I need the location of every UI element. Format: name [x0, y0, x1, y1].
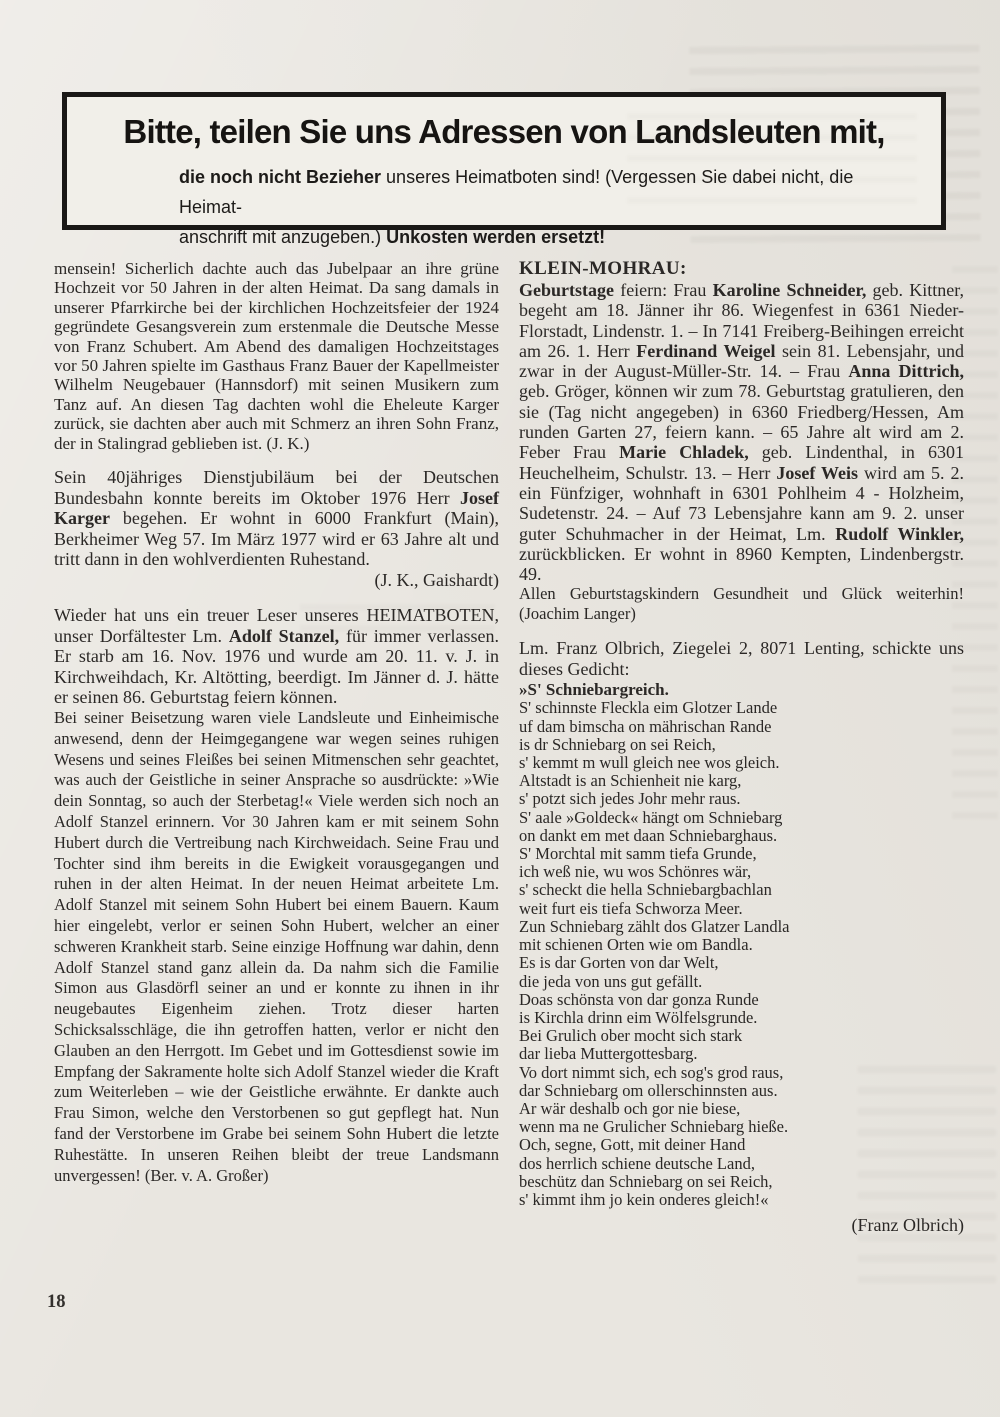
poem-line: is dr Schniebarg on sei Reich, — [519, 734, 716, 754]
poem-line: weit furt eis tiefa Schworza Meer. — [519, 898, 743, 918]
poem-line: dos herrlich schiene deutsche Land, — [519, 1153, 755, 1173]
section-heading-klein-mohrau: KLEIN-MOHRAU: — [519, 258, 687, 279]
banner-subtitle-line2: anschrift mit anzugeben.) Unkosten werden ersetzt! — [179, 227, 606, 247]
obituary-paragraph: Wieder hat uns ein treuer Leser unseres HEIMATBOTEN, unser Dorfältester Lm. Adolf Stanzel, für immer verlassen. Er starb am 16. Nov. 1976 und wurde am 20. 11. v. J. in Kirchweihdach, Kr. Altötting, beerdigt. Im Jänner d. J. hätte er seinen 86. Geburtstag feiern können. — [54, 605, 500, 708]
poem-line: Vo dort nimmt sich, ech sog's grod raus, — [519, 1062, 784, 1082]
page-number: 18 — [47, 1292, 66, 1312]
poem-line: Doas schönsta von dar gonza Runde — [519, 989, 759, 1009]
poem-title: »S' Schniebargreich. — [519, 680, 669, 700]
poem-line: S' schinnste Fleckla eim Glotzer Lande — [519, 698, 778, 718]
jubilee-paragraph: Sein 40jähriges Dienstjubiläum bei der Deutschen Bundesbahn konnte bereits im Oktober 1976 Herr Josef Karger begehen. Er wohnt in 6000 Frankfurt (Main), Berkheimer Weg 57. Im März 1977 wird er 63 Jahre alt und tritt dann in den wohlverdienten Ruhestand. — [54, 467, 499, 570]
poem-line: s' kemmt m wull gleich nee wos gleich. — [519, 753, 780, 773]
banner-subtitle-line1: die noch nicht Bezieher unseres Heimatboten sind! (Vergessen Sie dabei nicht, die Heimat- — [179, 167, 854, 217]
poem-line: s' potzt sich jedes Johr mehr raus. — [519, 789, 741, 809]
right-column — [519, 258, 964, 1236]
poem-line: S' aale »Goldeck« hängt om Schniebarg — [519, 807, 783, 827]
poem-line: s' scheckt die hella Schniebargbachlan — [519, 880, 772, 900]
poem-line: mit schienen Orten wie om Bandla. — [519, 935, 753, 955]
bleed-through-artifact — [627, 107, 917, 212]
poem-line: ich weß nie, wu wos Schönres wär, — [519, 862, 752, 882]
anniversary-paragraph: mensein! Sicherlich dachte auch das Jubelpaar an ihre grüne Hochzeit vor 50 Jahren in der alten Heimat. Da sang damals in unserer Pfarrkirche bei der kirchlichen Hochzeitsfeier der 1924 gegründete Gesangsverein zum erstenmale die Deutsche Messe von Franz Schubert. Am Abend des damaligen Hochzeitstages vor 50 Jahren spielte im Gasthaus Franz Bauer der Kapellmeister Wilhelm Neugebauer (Hannsdorf) mit seinen Musikern zum Tanz auf. An diesen Tag dachten wohl die Eheleute Karger zurück, sie dachten aber auch mit Schmerz an ihren Sohn Franz, der in Stalingrad geblieben ist. (J. K.) — [54, 259, 499, 453]
poem-line: die jeda von uns gut gefällt. — [519, 971, 703, 991]
poem-line: on dankt em met daan Schniebarghaus. — [519, 825, 778, 845]
poem-line: beschütz dan Schniebarg on sei Reich, — [519, 1171, 773, 1191]
banner-title: Bitte, teilen Sie uns Adressen von Landsleuten mit, — [123, 113, 885, 150]
subscription-appeal-banner — [62, 92, 946, 247]
poem-line: dar lieba Muttergottesbarg. — [519, 1044, 698, 1064]
jubilee-signature: (J. K., Gaishardt) — [374, 570, 499, 591]
poem-line: S' Morchtal mit samm tiefa Grunde, — [519, 844, 757, 864]
poem-line: Ar wär deshalb och gor nie biese, — [519, 1098, 741, 1118]
poem — [519, 699, 964, 1209]
poem-line: Bei Grulich ober mocht sich stark — [519, 1026, 743, 1046]
poem-line: dar Schniebarg om ollerschinnsten aus. — [519, 1080, 778, 1100]
birthday-wishes: Allen Geburtstagskindern Gesundheit und Glück weiterhin! (Joachim Langer) — [519, 584, 964, 624]
poem-line: Es is dar Gorten von dar Welt, — [519, 953, 719, 973]
poem-line: Altstadt is an Schienheit nie karg, — [519, 771, 742, 791]
poem-line: Och, segne, Gott, mit deiner Hand — [519, 1135, 746, 1155]
poem-intro: Lm. Franz Olbrich, Ziegelei 2, 8071 Lenting, schickte uns dieses Gedicht: — [519, 638, 964, 680]
poem-line: wenn ma ne Grulicher Schniebarg hieße. — [519, 1117, 789, 1137]
poem-line: s' kimmt ihm jo kein onderes gleich!« — [519, 1189, 769, 1209]
poem-line: is Kirchla drinn eim Wölfelsgrunde. — [519, 1007, 758, 1027]
poem-line: uf dam bimscha on mährischan Rande — [519, 716, 772, 736]
poem-signature: (Franz Olbrich) — [851, 1215, 964, 1236]
obituary-detail-paragraph: Bei seiner Beisetzung waren viele Landsleute und Einheimische anwesend, denn der Heimgegangene war wegen seines ruhigen Wesens und seines Fleißes bei seinen Mitmenschen sehr geachtet, was auch der Geistliche in seiner Ansprache so ausdrückte: »Wie dein Sonntag, so auch der Sterbetag!« Viele werden sich noch an Adolf Stanzel erinnern. Vor 30 Jahren kam er mit seinem Sohn Hubert durch die Vertreibung nach Kirchweidach. Seine Frau und Tochter sind ihm bereits in die Ewigkeit vorausgegangen und ruhen in der alten Heimat. In der neuen Heimat arbeitete Lm. Adolf Stanzel mit seinem Sohn Hubert bei einem Bauern. Kaum hier eingelebt, verlor er seinen Sohn Hubert, welcher an einer schweren Krankheit starb. Seine einzige Hoffnung war dahin, denn Adolf Stanzel stand ganz allein da. Da nahm sich die Familie Simon aus Glasdörfl seiner an und er konnte zu ihnen in ihr neugebautes Eigenheim ziehen. Trotz dieser harten Schicksalsschläge, die ihn getroffen hatten, verlor er nicht den Glauben an den Herrgott. Im Gebet und im Gottesdienst sowie im Empfang der Sakramente holte sich Adolf Stanzel wieder die Kraft zum Weiterleben – wie der Geistliche erwähnte. Er dankte auch Frau Simon, welche den Verstorbenen so gut gepflegt hat. Nun fand der Verstorbene im Grabe bei seinem Sohn Hubert die letzte Ruhestätte. In unseren Reihen bleibt der treue Landsmann unvergessen! (Ber. v. A. Großer) — [54, 708, 499, 1185]
left-column — [54, 259, 499, 1186]
birthdays-paragraph: Geburtstage feiern: Frau Karoline Schneider, geb. Kittner, begeht am 18. Jänner ihr 86. Wiegenfest in 6361 Nieder-Florstadt, Lindenstr. 1. – In 7141 Freiberg-Beihingen erreicht am 26. 1. Herr Ferdinand Weigel sein 81. Lebensjahr, und zwar in der August-Müller-Str. 14. – Frau Anna Dittrich, geb. Gröger, können wir zum 78. Geburtstag gratulieren, den sie (Tag nicht angegeben) in 6360 Friedberg/Hessen, Am runden Garten 27, feiern kann. – 65 Jahre alt wird am 2. Feber Frau Marie Chladek, geb. Lindenthal, in 6301 Heuchelheim, Schulstr. 13. – Herr Josef Weis wird am 5. 2. ein Fünfziger, wohnhaft in 6301 Pohlheim 4 - Holzheim, Sudetenstr. 24. – Auf 73 Lebensjahre kann am 9. 2. unser guter Schuhmacher in der Heimat, Lm. Rudolf Winkler, zurückblicken. Er wohnt in 8960 Kempten, Lindenbergstr. 49. — [519, 280, 965, 585]
poem-line: Zun Schniebarg zählt dos Glatzer Landla — [519, 916, 790, 936]
